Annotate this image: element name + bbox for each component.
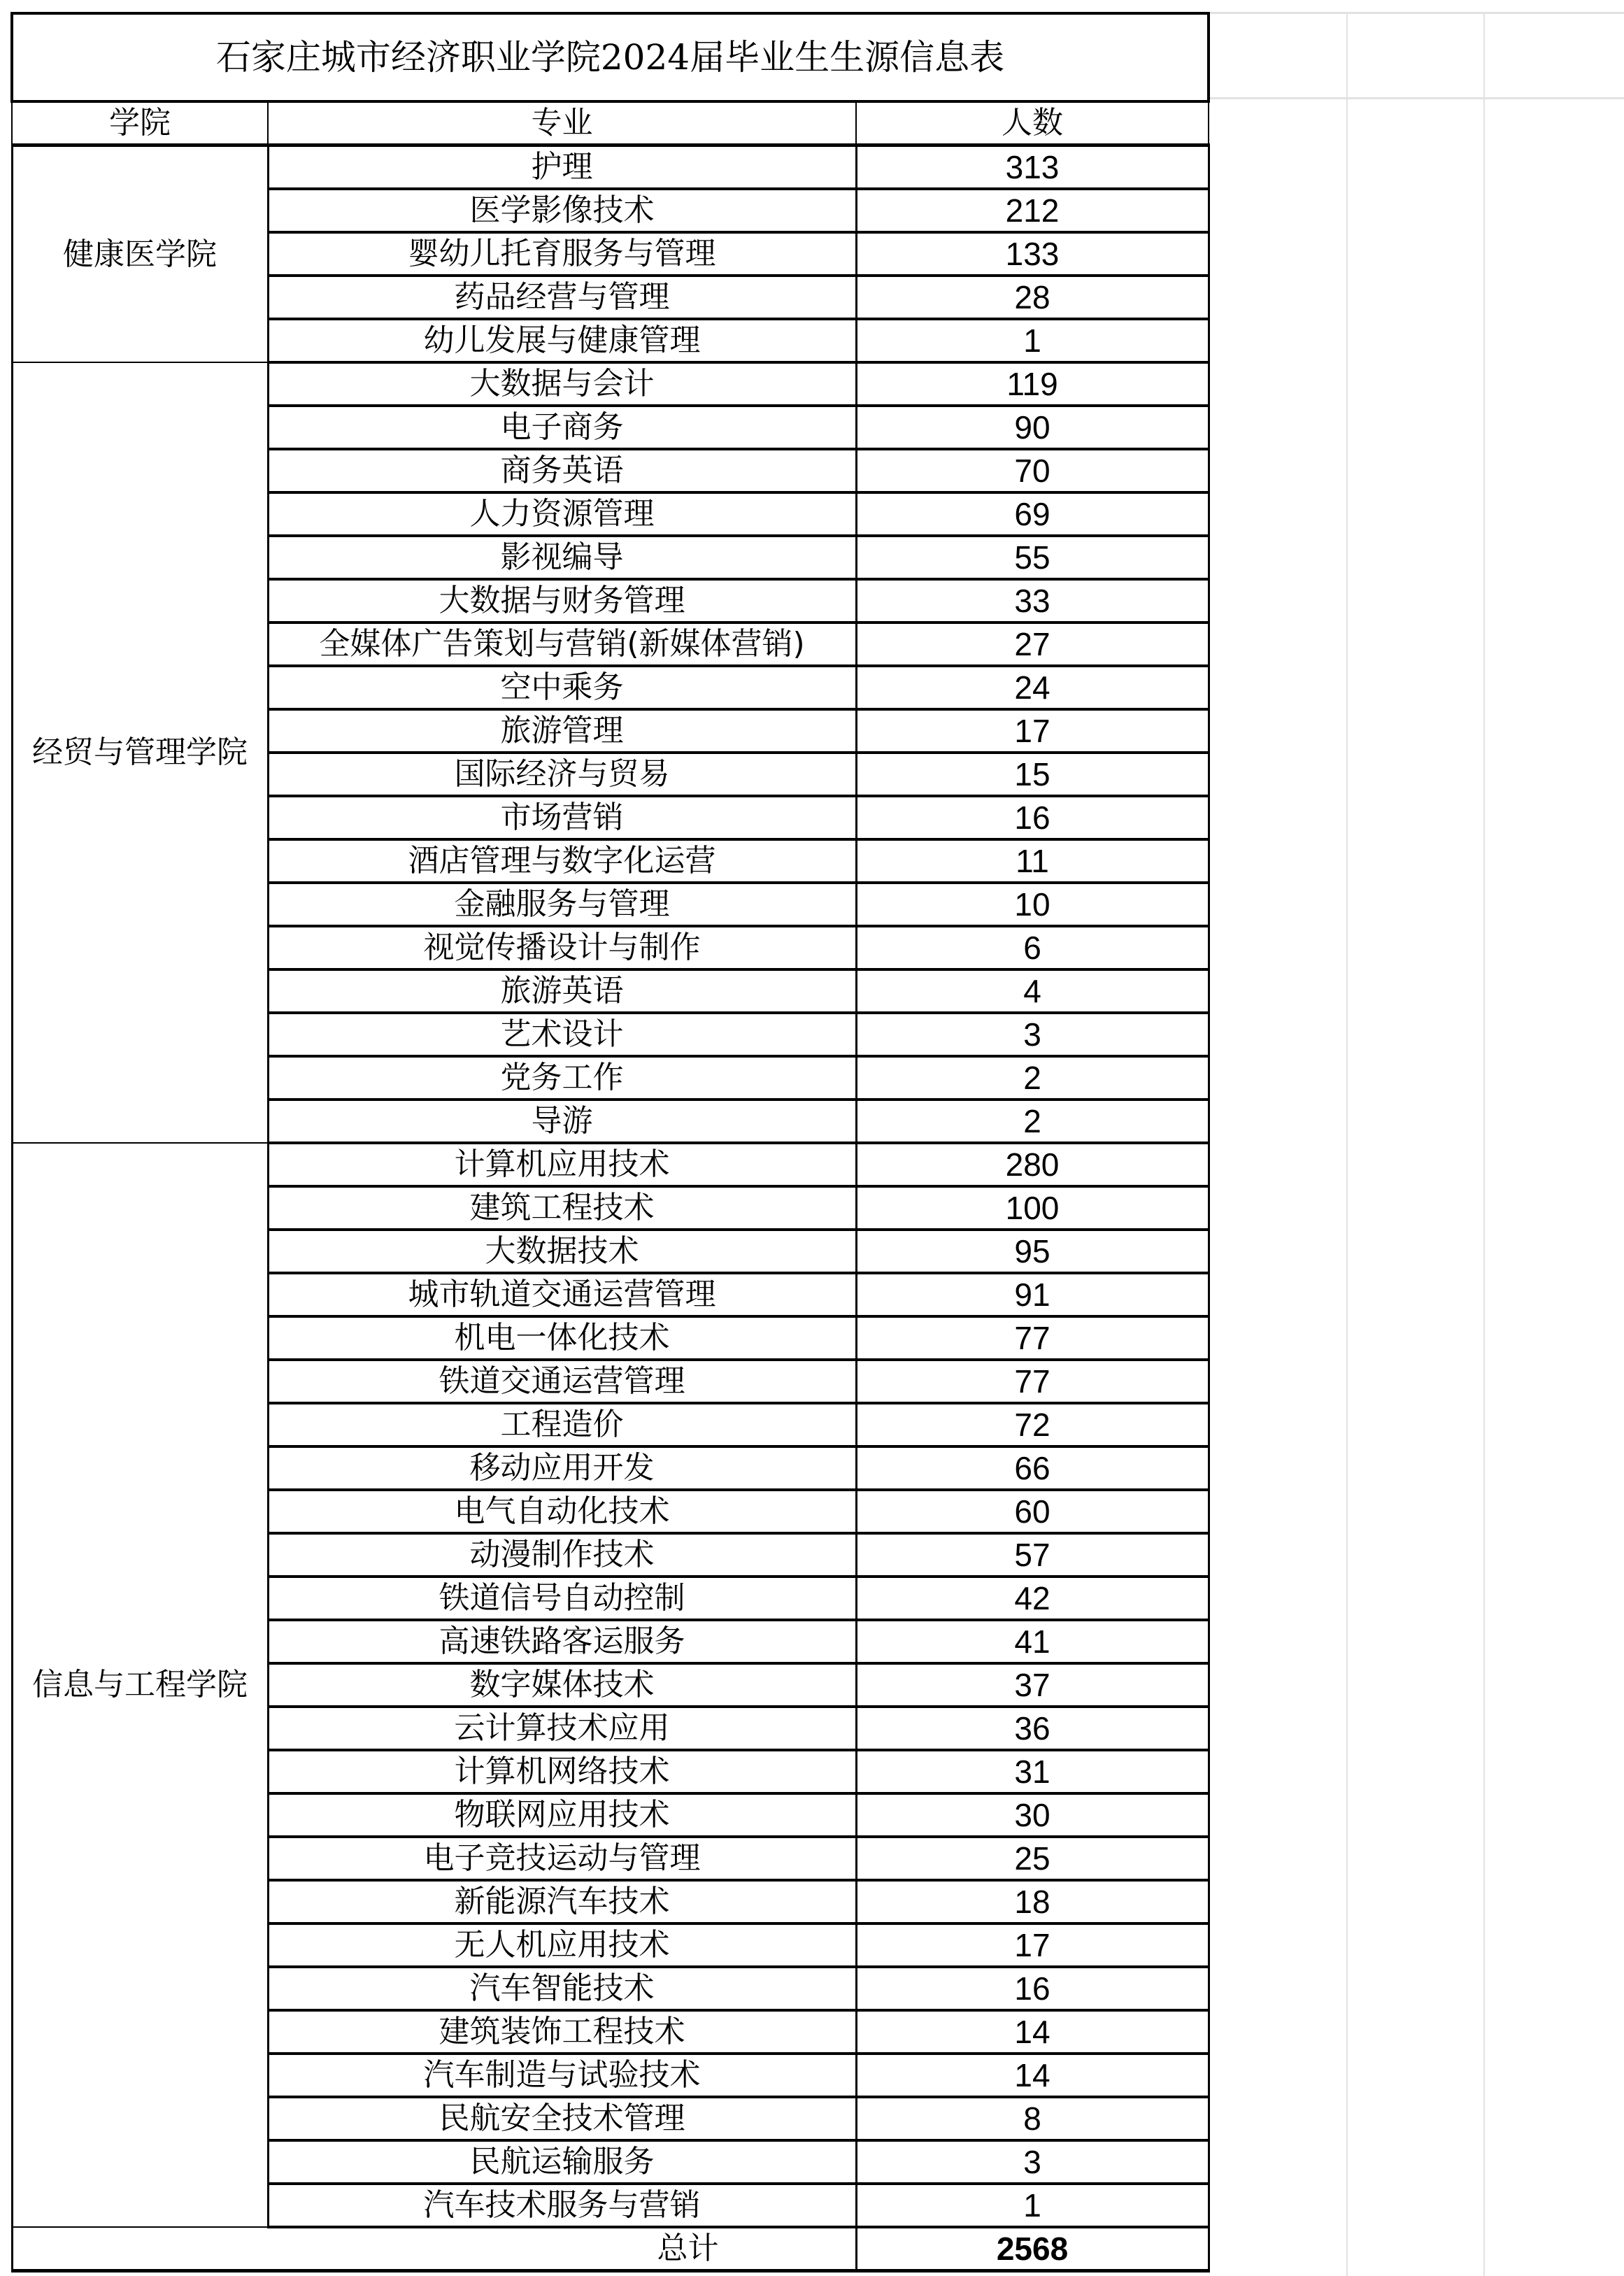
major-cell: 空中乘务 xyxy=(268,666,856,709)
major-cell: 机电一体化技术 xyxy=(268,1316,856,1360)
major-cell: 动漫制作技术 xyxy=(268,1533,856,1577)
major-cell: 大数据技术 xyxy=(268,1230,856,1273)
count-cell: 77 xyxy=(856,1360,1209,1403)
major-cell: 医学影像技术 xyxy=(268,189,856,232)
major-cell: 护理 xyxy=(268,145,856,190)
college-cell: 健康医学院 xyxy=(12,145,268,363)
count-cell: 6 xyxy=(856,926,1209,969)
header-count: 人数 xyxy=(856,101,1209,145)
count-cell: 31 xyxy=(856,1750,1209,1793)
count-cell: 72 xyxy=(856,1403,1209,1446)
major-cell: 影视编导 xyxy=(268,536,856,579)
count-cell: 2 xyxy=(856,1100,1209,1143)
count-cell: 30 xyxy=(856,1793,1209,1837)
count-cell: 17 xyxy=(856,709,1209,753)
header-major: 专业 xyxy=(268,101,856,145)
major-cell: 电子商务 xyxy=(268,406,856,449)
table-title: 石家庄城市经济职业学院2024届毕业生生源信息表 xyxy=(12,13,1209,101)
major-cell: 数字媒体技术 xyxy=(268,1663,856,1707)
count-cell: 18 xyxy=(856,1880,1209,1923)
major-cell: 铁道信号自动控制 xyxy=(268,1577,856,1620)
count-cell: 14 xyxy=(856,2054,1209,2097)
header-college: 学院 xyxy=(12,101,268,145)
count-cell: 66 xyxy=(856,1446,1209,1490)
table-row xyxy=(12,145,1209,190)
major-cell: 城市轨道交通运营管理 xyxy=(268,1273,856,1316)
major-cell: 民航安全技术管理 xyxy=(268,2097,856,2140)
table-row xyxy=(12,1143,1209,1186)
count-cell: 33 xyxy=(856,579,1209,623)
major-cell: 党务工作 xyxy=(268,1056,856,1100)
count-cell: 119 xyxy=(856,362,1209,406)
count-cell: 28 xyxy=(856,276,1209,319)
major-cell: 婴幼儿托育服务与管理 xyxy=(268,232,856,276)
count-cell: 8 xyxy=(856,2097,1209,2140)
major-cell: 艺术设计 xyxy=(268,1013,856,1056)
count-cell: 100 xyxy=(856,1186,1209,1230)
count-cell: 42 xyxy=(856,1577,1209,1620)
count-cell: 77 xyxy=(856,1316,1209,1360)
count-cell: 70 xyxy=(856,449,1209,492)
count-cell: 41 xyxy=(856,1620,1209,1663)
count-cell: 133 xyxy=(856,232,1209,276)
major-cell: 商务英语 xyxy=(268,449,856,492)
count-cell: 57 xyxy=(856,1533,1209,1577)
major-cell: 导游 xyxy=(268,1100,856,1143)
major-cell: 计算机应用技术 xyxy=(268,1143,856,1186)
graduate-source-table xyxy=(10,12,1210,2273)
count-cell: 17 xyxy=(856,1923,1209,1967)
count-cell: 2 xyxy=(856,1056,1209,1100)
count-cell: 25 xyxy=(856,1837,1209,1880)
count-cell: 69 xyxy=(856,492,1209,536)
total-count: 2568 xyxy=(856,2227,1209,2271)
count-cell: 1 xyxy=(856,319,1209,362)
count-cell: 4 xyxy=(856,969,1209,1013)
major-cell: 汽车制造与试验技术 xyxy=(268,2054,856,2097)
major-cell: 建筑工程技术 xyxy=(268,1186,856,1230)
count-cell: 212 xyxy=(856,189,1209,232)
major-cell: 建筑装饰工程技术 xyxy=(268,2010,856,2054)
count-cell: 10 xyxy=(856,883,1209,926)
total-row xyxy=(12,2227,1209,2271)
major-cell: 幼儿发展与健康管理 xyxy=(268,319,856,362)
major-cell: 电气自动化技术 xyxy=(268,1490,856,1533)
count-cell: 24 xyxy=(856,666,1209,709)
major-cell: 旅游管理 xyxy=(268,709,856,753)
count-cell: 16 xyxy=(856,1967,1209,2010)
major-cell: 移动应用开发 xyxy=(268,1446,856,1490)
count-cell: 37 xyxy=(856,1663,1209,1707)
major-cell: 药品经营与管理 xyxy=(268,276,856,319)
major-cell: 高速铁路客运服务 xyxy=(268,1620,856,1663)
major-cell: 大数据与会计 xyxy=(268,362,856,406)
major-cell: 国际经济与贸易 xyxy=(268,753,856,796)
major-cell: 无人机应用技术 xyxy=(268,1923,856,1967)
count-cell: 60 xyxy=(856,1490,1209,1533)
count-cell: 27 xyxy=(856,623,1209,666)
major-cell: 市场营销 xyxy=(268,796,856,839)
count-cell: 55 xyxy=(856,536,1209,579)
major-cell: 金融服务与管理 xyxy=(268,883,856,926)
empty-spreadsheet-cells xyxy=(1207,12,1624,2276)
count-cell: 1 xyxy=(856,2184,1209,2227)
major-cell: 酒店管理与数字化运营 xyxy=(268,839,856,883)
count-cell: 36 xyxy=(856,1707,1209,1750)
major-cell: 大数据与财务管理 xyxy=(268,579,856,623)
count-cell: 14 xyxy=(856,2010,1209,2054)
count-cell: 280 xyxy=(856,1143,1209,1186)
count-cell: 15 xyxy=(856,753,1209,796)
count-cell: 90 xyxy=(856,406,1209,449)
count-cell: 95 xyxy=(856,1230,1209,1273)
table-row xyxy=(12,362,1209,406)
count-cell: 3 xyxy=(856,1013,1209,1056)
count-cell: 91 xyxy=(856,1273,1209,1316)
major-cell: 旅游英语 xyxy=(268,969,856,1013)
major-cell: 人力资源管理 xyxy=(268,492,856,536)
major-cell: 全媒体广告策划与营销(新媒体营销) xyxy=(268,623,856,666)
major-cell: 新能源汽车技术 xyxy=(268,1880,856,1923)
major-cell: 物联网应用技术 xyxy=(268,1793,856,1837)
major-cell: 民航运输服务 xyxy=(268,2140,856,2184)
major-cell: 铁道交通运营管理 xyxy=(268,1360,856,1403)
major-cell: 汽车技术服务与营销 xyxy=(268,2184,856,2227)
major-cell: 汽车智能技术 xyxy=(268,1967,856,2010)
count-cell: 3 xyxy=(856,2140,1209,2184)
major-cell: 电子竞技运动与管理 xyxy=(268,1837,856,1880)
major-cell: 工程造价 xyxy=(268,1403,856,1446)
college-cell: 经贸与管理学院 xyxy=(12,362,268,1143)
count-cell: 16 xyxy=(856,796,1209,839)
major-cell: 云计算技术应用 xyxy=(268,1707,856,1750)
count-cell: 313 xyxy=(856,145,1209,190)
major-cell: 视觉传播设计与制作 xyxy=(268,926,856,969)
total-label: 总计 xyxy=(12,2227,856,2271)
major-cell: 计算机网络技术 xyxy=(268,1750,856,1793)
college-cell: 信息与工程学院 xyxy=(12,1143,268,2227)
count-cell: 11 xyxy=(856,839,1209,883)
